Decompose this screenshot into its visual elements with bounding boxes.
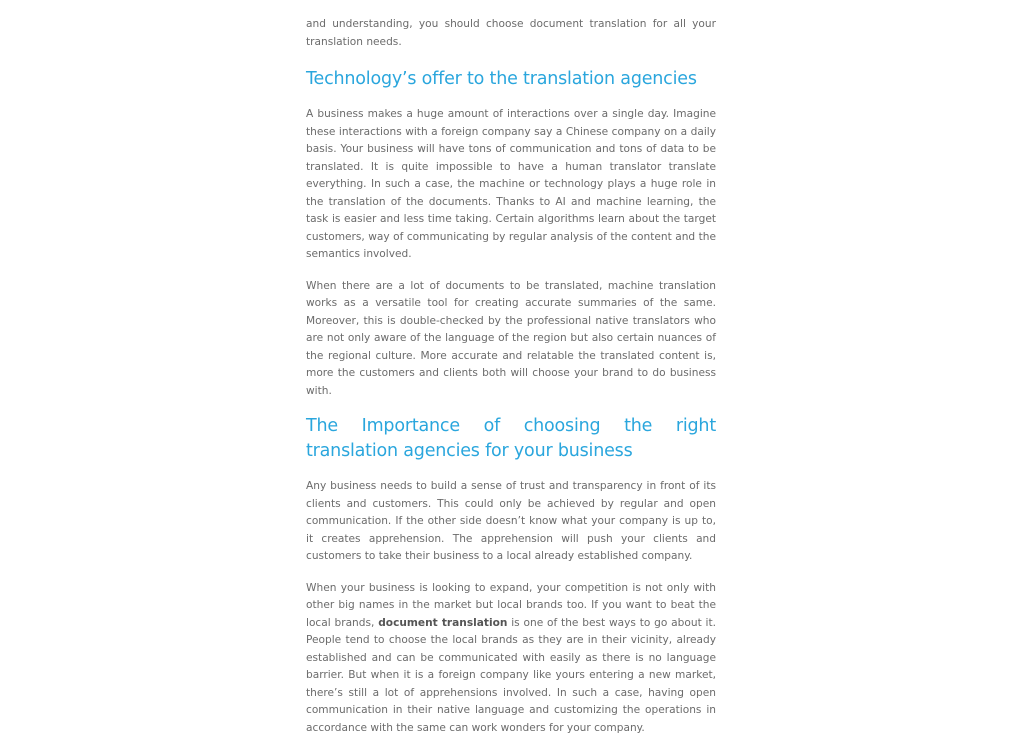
intro-paragraph-tail: and understanding, you should choose document translation for all your translation needs. [306,16,716,51]
section-heading-importance: The Importance of choosing the right translation agencies for your business [306,414,716,464]
article-column [306,16,716,737]
section1-paragraph-2: When there are a lot of documents to be translated, machine translation works as a versatile tool for creating accurate summaries of the same. Moreover, this is double-checked by the professional native translators who are not only aware of the language of the region but also certain nuances of the regional culture. More accurate and relatable the translated content is, more the customers and clients both will choose your brand to do business with. [306,278,716,401]
section2-paragraph-1: Any business needs to build a sense of trust and transparency in front of its clients and customers. This could only be achieved by regular and open communication. If the other side doesn’t know what your company is up to, it creates apprehension. The apprehension will push your clients and customers to take their business to a local already established company. [306,478,716,566]
section2-paragraph-2-start: When your business is looking to expand, your competition is not only with other big names in the market but local brands too. If you want to beat the local brands, [306,582,716,629]
document-translation-link[interactable]: document translation [378,617,507,629]
section1-paragraph-1: A business makes a huge amount of interactions over a single day. Imagine these interactions with a foreign company say a Chinese company on a daily basis. Your business will have tons of communication and tons of data to be translated. It is quite impossible to have a human translator translate everything. In such a case, the machine or technology plays a huge role in the translation of the documents. Thanks to AI and machine learning, the task is easier and less time taking. Certain algorithms learn about the target customers, way of communicating by regular analysis of the content and the semantics involved. [306,106,716,264]
section2-paragraph-2 [306,580,716,737]
section2-paragraph-2-end: is one of the best ways to go about it. People tend to choose the local brands as they are in their vicinity, already established and can be communicated with easily as there is no language barrier. But when it is a foreign company like yours entering a new market, there’s still a lot of apprehensions involved. In such a case, having open communication in their native language and customizing the operations in accordance with the same can work wonders for your company. [306,617,716,734]
section-heading-technology: Technology’s offer to the translation agencies [306,67,716,92]
